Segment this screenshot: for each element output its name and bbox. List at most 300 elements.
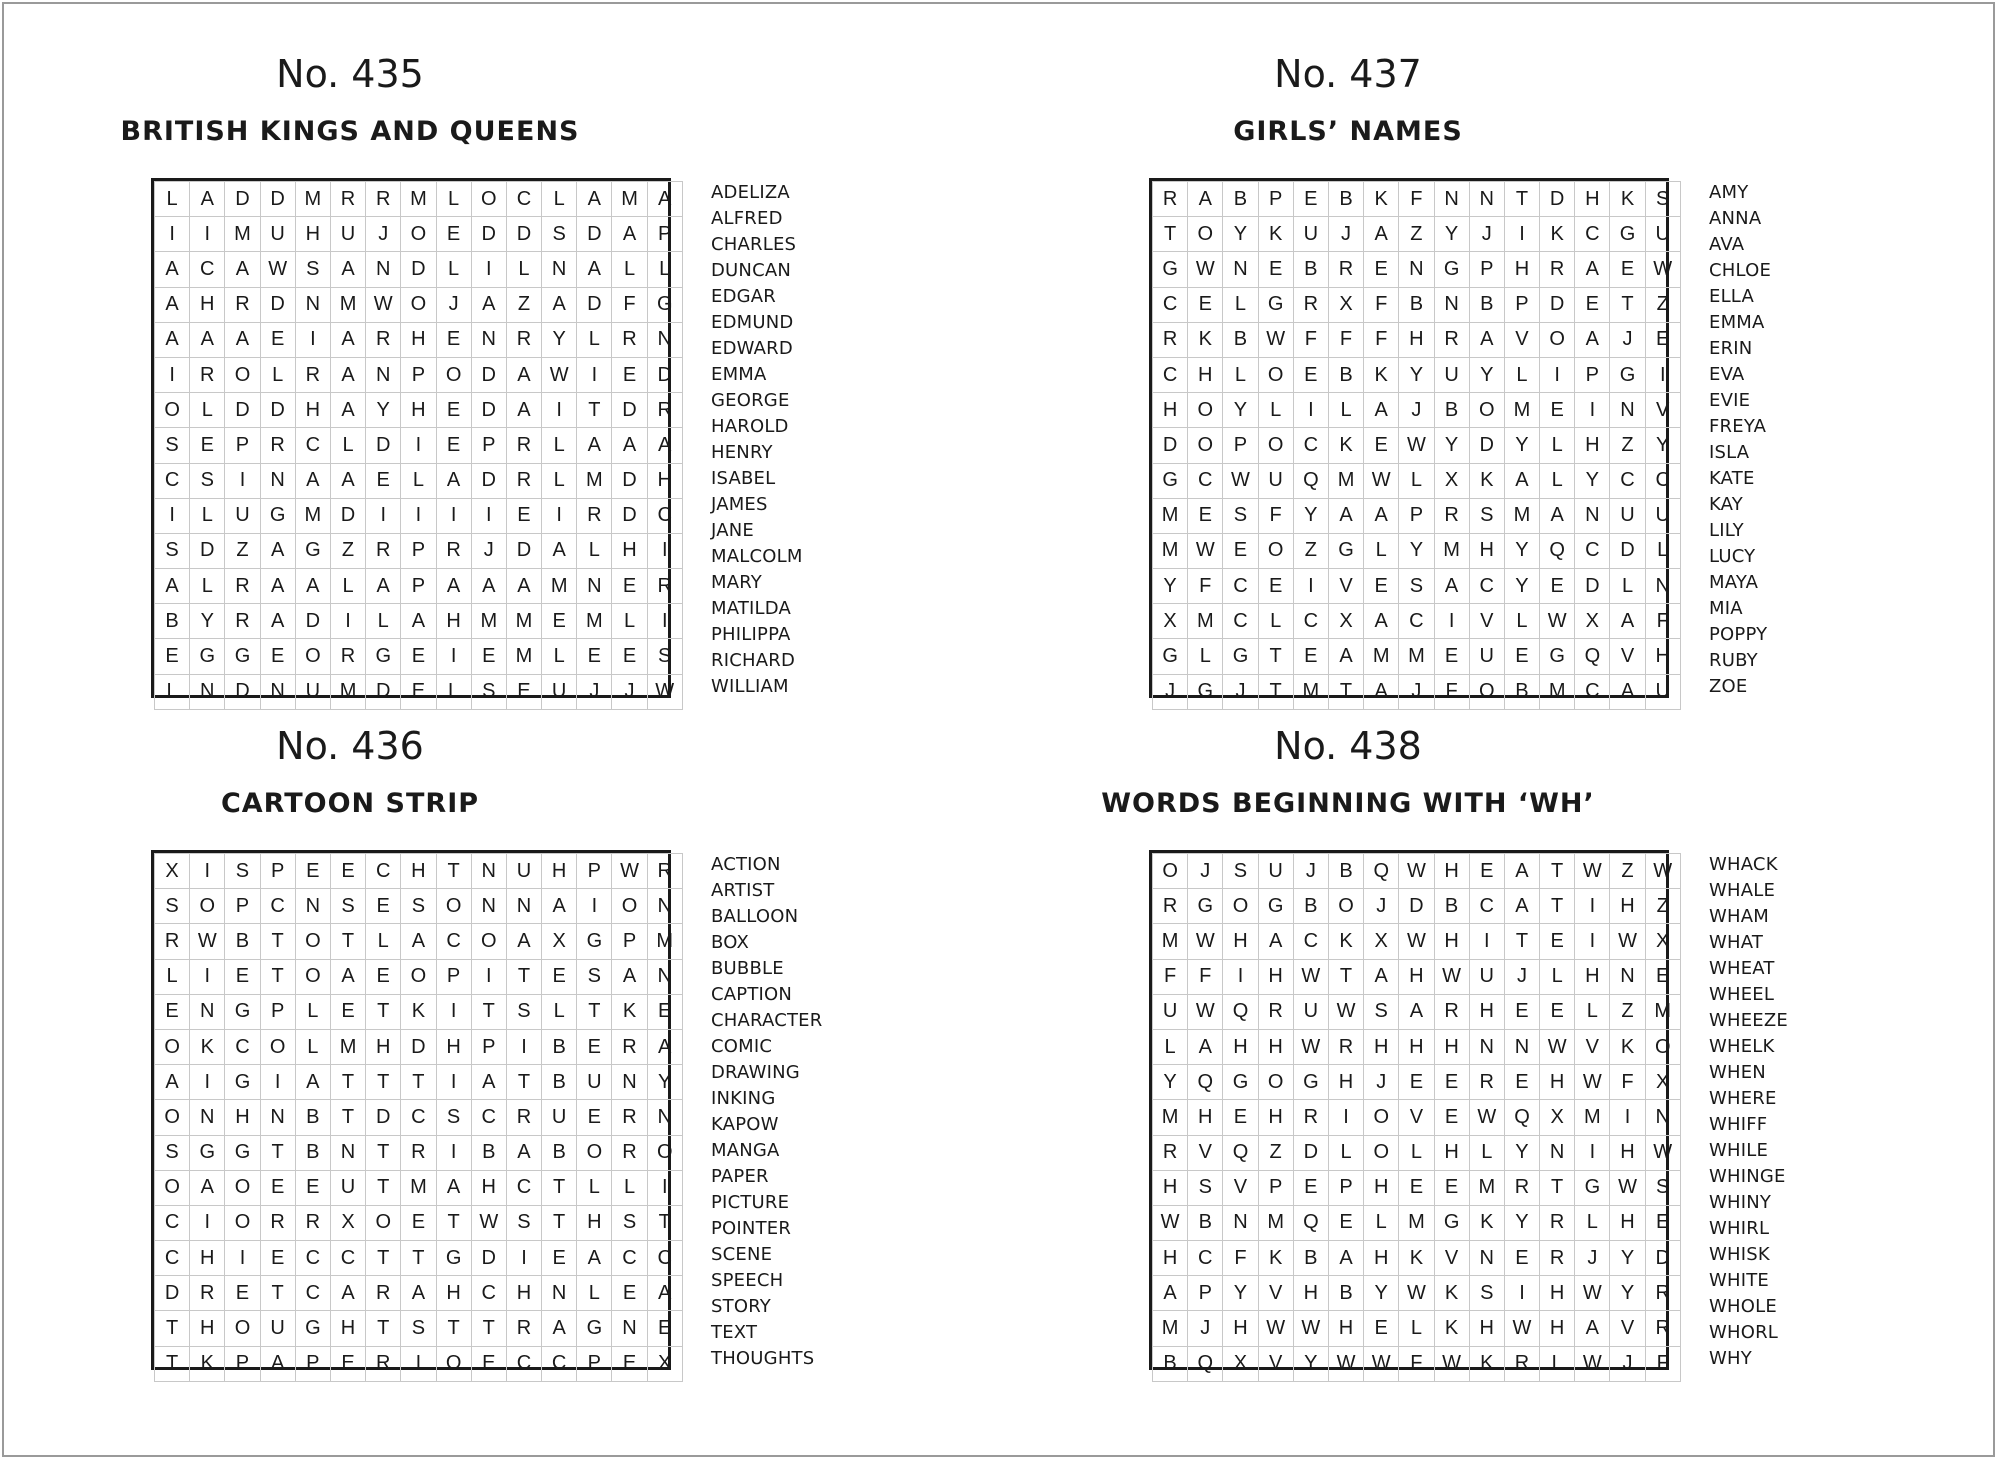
- grid-cell[interactable]: N: [612, 1311, 647, 1346]
- grid-cell[interactable]: E: [1258, 569, 1293, 604]
- grid-cell[interactable]: O: [225, 1311, 260, 1346]
- grid-cell[interactable]: R: [1328, 252, 1363, 287]
- grid-cell[interactable]: C: [436, 924, 471, 959]
- grid-cell[interactable]: F: [1364, 287, 1399, 322]
- grid-cell[interactable]: E: [1434, 1065, 1469, 1100]
- grid-cell[interactable]: R: [1434, 994, 1469, 1029]
- grid-cell[interactable]: T: [401, 1065, 436, 1100]
- grid-cell[interactable]: M: [577, 604, 612, 639]
- grid-cell[interactable]: B: [1153, 1346, 1188, 1381]
- grid-cell[interactable]: S: [471, 674, 506, 709]
- grid-cell[interactable]: P: [401, 357, 436, 392]
- grid-cell[interactable]: S: [577, 959, 612, 994]
- grid-cell[interactable]: R: [330, 182, 365, 217]
- grid-cell[interactable]: J: [1188, 854, 1223, 889]
- grid-cell[interactable]: O: [1328, 889, 1363, 924]
- grid-cell[interactable]: H: [295, 393, 330, 428]
- grid-cell[interactable]: T: [506, 1065, 541, 1100]
- grid-cell[interactable]: A: [1328, 1241, 1363, 1276]
- grid-cell[interactable]: E: [260, 322, 295, 357]
- grid-cell[interactable]: H: [1575, 428, 1610, 463]
- grid-cell[interactable]: E: [647, 1311, 682, 1346]
- grid-cell[interactable]: O: [295, 959, 330, 994]
- grid-cell[interactable]: Z: [1610, 994, 1645, 1029]
- grid-cell[interactable]: M: [401, 182, 436, 217]
- grid-cell[interactable]: L: [1504, 604, 1539, 639]
- grid-cell[interactable]: G: [577, 1311, 612, 1346]
- grid-cell[interactable]: E: [471, 1346, 506, 1381]
- grid-cell[interactable]: K: [612, 994, 647, 1029]
- grid-cell[interactable]: K: [1188, 322, 1223, 357]
- grid-cell[interactable]: P: [260, 854, 295, 889]
- grid-cell[interactable]: W: [1258, 322, 1293, 357]
- grid-cell[interactable]: N: [1469, 182, 1504, 217]
- grid-cell[interactable]: G: [577, 924, 612, 959]
- grid-cell[interactable]: K: [1364, 357, 1399, 392]
- grid-cell[interactable]: K: [1610, 182, 1645, 217]
- grid-cell[interactable]: I: [1610, 1100, 1645, 1135]
- grid-cell[interactable]: I: [1575, 1135, 1610, 1170]
- grid-cell[interactable]: N: [366, 357, 401, 392]
- grid-cell[interactable]: E: [612, 569, 647, 604]
- grid-cell[interactable]: I: [647, 1170, 682, 1205]
- grid-cell[interactable]: U: [577, 1065, 612, 1100]
- grid-cell[interactable]: U: [295, 674, 330, 709]
- grid-cell[interactable]: E: [1645, 322, 1680, 357]
- grid-cell[interactable]: R: [295, 357, 330, 392]
- grid-cell[interactable]: A: [225, 322, 260, 357]
- grid-cell[interactable]: L: [260, 357, 295, 392]
- grid-cell[interactable]: E: [1540, 393, 1575, 428]
- grid-cell[interactable]: T: [260, 1135, 295, 1170]
- grid-cell[interactable]: E: [1504, 1241, 1539, 1276]
- grid-cell[interactable]: W: [1399, 428, 1434, 463]
- grid-cell[interactable]: C: [506, 1346, 541, 1381]
- grid-cell[interactable]: U: [330, 217, 365, 252]
- grid-cell[interactable]: M: [330, 674, 365, 709]
- grid-cell[interactable]: H: [295, 217, 330, 252]
- grid-cell[interactable]: H: [1223, 924, 1258, 959]
- grid-cell[interactable]: T: [1504, 182, 1539, 217]
- grid-cell[interactable]: R: [1504, 1170, 1539, 1205]
- grid-cell[interactable]: M: [1434, 533, 1469, 568]
- grid-cell[interactable]: P: [1504, 287, 1539, 322]
- grid-cell[interactable]: D: [295, 604, 330, 639]
- grid-cell[interactable]: N: [471, 854, 506, 889]
- grid-cell[interactable]: A: [190, 322, 225, 357]
- grid-cell[interactable]: A: [155, 322, 190, 357]
- grid-cell[interactable]: D: [1575, 569, 1610, 604]
- grid-cell[interactable]: E: [1293, 357, 1328, 392]
- grid-cell[interactable]: W: [1223, 463, 1258, 498]
- grid-cell[interactable]: R: [1434, 322, 1469, 357]
- grid-cell[interactable]: R: [612, 1100, 647, 1135]
- grid-cell[interactable]: L: [577, 1276, 612, 1311]
- grid-cell[interactable]: E: [1610, 252, 1645, 287]
- grid-cell[interactable]: F: [1153, 959, 1188, 994]
- grid-cell[interactable]: L: [295, 1029, 330, 1064]
- grid-cell[interactable]: N: [1504, 1029, 1539, 1064]
- grid-cell[interactable]: I: [260, 1065, 295, 1100]
- grid-cell[interactable]: K: [1469, 1346, 1504, 1381]
- grid-cell[interactable]: O: [1364, 1135, 1399, 1170]
- grid-cell[interactable]: A: [330, 959, 365, 994]
- grid-cell[interactable]: S: [506, 994, 541, 1029]
- grid-cell[interactable]: L: [366, 924, 401, 959]
- grid-cell[interactable]: R: [1540, 1241, 1575, 1276]
- grid-cell[interactable]: A: [542, 533, 577, 568]
- grid-cell[interactable]: L: [1258, 604, 1293, 639]
- grid-cell[interactable]: R: [1645, 1311, 1680, 1346]
- grid-cell[interactable]: X: [1223, 1346, 1258, 1381]
- grid-cell[interactable]: S: [1364, 994, 1399, 1029]
- grid-cell[interactable]: V: [1610, 1311, 1645, 1346]
- grid-cell[interactable]: B: [1188, 1205, 1223, 1240]
- grid-cell[interactable]: L: [155, 674, 190, 709]
- grid-cell[interactable]: E: [1504, 994, 1539, 1029]
- grid-cell[interactable]: C: [471, 1276, 506, 1311]
- grid-cell[interactable]: U: [260, 1311, 295, 1346]
- grid-cell[interactable]: R: [260, 1205, 295, 1240]
- grid-cell[interactable]: F: [1364, 322, 1399, 357]
- grid-cell[interactable]: A: [1258, 924, 1293, 959]
- grid-cell[interactable]: W: [1575, 854, 1610, 889]
- grid-cell[interactable]: C: [1575, 217, 1610, 252]
- grid-cell[interactable]: I: [401, 498, 436, 533]
- grid-cell[interactable]: P: [1328, 1170, 1363, 1205]
- grid-cell[interactable]: A: [1575, 322, 1610, 357]
- grid-cell[interactable]: N: [1223, 1205, 1258, 1240]
- grid-cell[interactable]: J: [1293, 854, 1328, 889]
- grid-cell[interactable]: L: [1645, 533, 1680, 568]
- grid-cell[interactable]: C: [506, 1170, 541, 1205]
- grid-cell[interactable]: A: [1469, 322, 1504, 357]
- grid-cell[interactable]: H: [1434, 924, 1469, 959]
- grid-cell[interactable]: C: [295, 1276, 330, 1311]
- grid-cell[interactable]: Y: [1364, 1276, 1399, 1311]
- grid-cell[interactable]: U: [1434, 357, 1469, 392]
- grid-cell[interactable]: I: [436, 639, 471, 674]
- grid-cell[interactable]: E: [1258, 252, 1293, 287]
- grid-cell[interactable]: E: [401, 639, 436, 674]
- grid-cell[interactable]: J: [1328, 217, 1363, 252]
- grid-cell[interactable]: A: [1328, 498, 1363, 533]
- grid-cell[interactable]: X: [1153, 604, 1188, 639]
- grid-cell[interactable]: D: [260, 287, 295, 322]
- grid-cell[interactable]: N: [506, 889, 541, 924]
- grid-cell[interactable]: Y: [1504, 428, 1539, 463]
- grid-cell[interactable]: W: [1575, 1346, 1610, 1381]
- grid-cell[interactable]: H: [1540, 1311, 1575, 1346]
- grid-cell[interactable]: M: [506, 639, 541, 674]
- grid-cell[interactable]: E: [1540, 924, 1575, 959]
- grid-cell[interactable]: A: [577, 1241, 612, 1276]
- grid-cell[interactable]: W: [1364, 1346, 1399, 1381]
- grid-cell[interactable]: B: [1434, 889, 1469, 924]
- grid-cell[interactable]: H: [1575, 182, 1610, 217]
- grid-cell[interactable]: H: [1575, 959, 1610, 994]
- grid-cell[interactable]: A: [506, 1135, 541, 1170]
- grid-cell[interactable]: T: [1610, 287, 1645, 322]
- grid-cell[interactable]: E: [1364, 569, 1399, 604]
- grid-cell[interactable]: R: [612, 1029, 647, 1064]
- grid-cell[interactable]: Q: [1540, 533, 1575, 568]
- grid-cell[interactable]: P: [1188, 1276, 1223, 1311]
- grid-cell[interactable]: A: [647, 1276, 682, 1311]
- grid-cell[interactable]: W: [1399, 854, 1434, 889]
- grid-cell[interactable]: R: [295, 1205, 330, 1240]
- grid-cell[interactable]: T: [366, 1241, 401, 1276]
- grid-cell[interactable]: H: [1153, 1170, 1188, 1205]
- grid-cell[interactable]: W: [1188, 994, 1223, 1029]
- grid-cell[interactable]: H: [577, 1205, 612, 1240]
- grid-cell[interactable]: I: [155, 357, 190, 392]
- grid-cell[interactable]: E: [295, 854, 330, 889]
- grid-cell[interactable]: O: [1188, 428, 1223, 463]
- grid-cell[interactable]: H: [1153, 1241, 1188, 1276]
- grid-cell[interactable]: W: [542, 357, 577, 392]
- grid-cell[interactable]: H: [1258, 1100, 1293, 1135]
- grid-cell[interactable]: T: [366, 1170, 401, 1205]
- grid-cell[interactable]: N: [1469, 1241, 1504, 1276]
- grid-cell[interactable]: O: [647, 1135, 682, 1170]
- grid-cell[interactable]: R: [506, 322, 541, 357]
- grid-cell[interactable]: O: [1540, 322, 1575, 357]
- grid-cell[interactable]: E: [295, 1170, 330, 1205]
- grid-cell[interactable]: E: [612, 639, 647, 674]
- grid-cell[interactable]: Q: [1293, 463, 1328, 498]
- grid-cell[interactable]: C: [1223, 604, 1258, 639]
- grid-cell[interactable]: D: [471, 393, 506, 428]
- grid-cell[interactable]: G: [260, 498, 295, 533]
- grid-cell[interactable]: I: [1575, 889, 1610, 924]
- grid-cell[interactable]: M: [1364, 639, 1399, 674]
- grid-cell[interactable]: C: [647, 498, 682, 533]
- grid-cell[interactable]: E: [506, 674, 541, 709]
- grid-cell[interactable]: K: [401, 994, 436, 1029]
- grid-cell[interactable]: L: [1223, 287, 1258, 322]
- grid-cell[interactable]: S: [1469, 1276, 1504, 1311]
- grid-cell[interactable]: H: [1469, 994, 1504, 1029]
- grid-cell[interactable]: R: [647, 854, 682, 889]
- grid-cell[interactable]: E: [155, 639, 190, 674]
- grid-cell[interactable]: T: [1258, 639, 1293, 674]
- grid-cell[interactable]: L: [1469, 1135, 1504, 1170]
- grid-cell[interactable]: Q: [1223, 1135, 1258, 1170]
- grid-cell[interactable]: A: [366, 569, 401, 604]
- grid-cell[interactable]: Q: [1364, 854, 1399, 889]
- grid-cell[interactable]: T: [436, 854, 471, 889]
- grid-cell[interactable]: R: [1540, 1205, 1575, 1240]
- grid-cell[interactable]: A: [542, 889, 577, 924]
- grid-cell[interactable]: J: [1469, 217, 1504, 252]
- grid-cell[interactable]: T: [471, 994, 506, 1029]
- grid-cell[interactable]: N: [1610, 393, 1645, 428]
- grid-cell[interactable]: L: [542, 639, 577, 674]
- grid-cell[interactable]: G: [1153, 252, 1188, 287]
- grid-cell[interactable]: N: [1645, 569, 1680, 604]
- grid-cell[interactable]: L: [1575, 1205, 1610, 1240]
- grid-cell[interactable]: S: [1223, 498, 1258, 533]
- grid-cell[interactable]: N: [260, 1100, 295, 1135]
- grid-cell[interactable]: C: [295, 428, 330, 463]
- grid-cell[interactable]: P: [225, 1346, 260, 1381]
- grid-cell[interactable]: Y: [1434, 217, 1469, 252]
- grid-cell[interactable]: W: [471, 1205, 506, 1240]
- grid-cell[interactable]: G: [295, 1311, 330, 1346]
- grid-cell[interactable]: I: [647, 604, 682, 639]
- grid-cell[interactable]: C: [1153, 357, 1188, 392]
- grid-cell[interactable]: R: [506, 463, 541, 498]
- grid-cell[interactable]: N: [260, 674, 295, 709]
- grid-cell[interactable]: O: [155, 393, 190, 428]
- grid-cell[interactable]: P: [260, 994, 295, 1029]
- grid-cell[interactable]: E: [436, 217, 471, 252]
- grid-cell[interactable]: C: [155, 463, 190, 498]
- grid-cell[interactable]: C: [1399, 604, 1434, 639]
- grid-cell[interactable]: R: [366, 1346, 401, 1381]
- grid-cell[interactable]: G: [436, 1241, 471, 1276]
- grid-cell[interactable]: R: [1540, 252, 1575, 287]
- grid-cell[interactable]: N: [1223, 252, 1258, 287]
- grid-cell[interactable]: P: [471, 1029, 506, 1064]
- grid-cell[interactable]: K: [1399, 1241, 1434, 1276]
- grid-cell[interactable]: K: [1258, 1241, 1293, 1276]
- grid-cell[interactable]: G: [1540, 639, 1575, 674]
- grid-cell[interactable]: E: [401, 674, 436, 709]
- grid-cell[interactable]: C: [542, 1346, 577, 1381]
- grid-cell[interactable]: F: [1258, 498, 1293, 533]
- grid-cell[interactable]: E: [1645, 1205, 1680, 1240]
- grid-cell[interactable]: H: [190, 1311, 225, 1346]
- grid-cell[interactable]: C: [647, 1241, 682, 1276]
- grid-cell[interactable]: P: [1258, 1170, 1293, 1205]
- grid-cell[interactable]: L: [1399, 463, 1434, 498]
- grid-cell[interactable]: R: [366, 1276, 401, 1311]
- grid-cell[interactable]: D: [366, 428, 401, 463]
- grid-cell[interactable]: O: [436, 889, 471, 924]
- grid-cell[interactable]: L: [1364, 533, 1399, 568]
- grid-cell[interactable]: A: [506, 393, 541, 428]
- grid-cell[interactable]: L: [295, 994, 330, 1029]
- grid-cell[interactable]: R: [1153, 322, 1188, 357]
- grid-cell[interactable]: Z: [1258, 1135, 1293, 1170]
- grid-cell[interactable]: G: [647, 287, 682, 322]
- grid-cell[interactable]: G: [1153, 463, 1188, 498]
- grid-cell[interactable]: K: [1469, 1205, 1504, 1240]
- grid-cell[interactable]: A: [436, 463, 471, 498]
- grid-cell[interactable]: N: [542, 252, 577, 287]
- grid-cell[interactable]: T: [260, 959, 295, 994]
- grid-cell[interactable]: D: [401, 252, 436, 287]
- grid-cell[interactable]: B: [471, 1135, 506, 1170]
- grid-cell[interactable]: A: [155, 569, 190, 604]
- grid-cell[interactable]: S: [225, 854, 260, 889]
- grid-cell[interactable]: M: [330, 287, 365, 322]
- grid-cell[interactable]: B: [225, 924, 260, 959]
- grid-cell[interactable]: N: [577, 569, 612, 604]
- grid-cell[interactable]: I: [1293, 393, 1328, 428]
- grid-cell[interactable]: E: [612, 357, 647, 392]
- grid-cell[interactable]: W: [366, 287, 401, 322]
- grid-cell[interactable]: A: [260, 604, 295, 639]
- grid-cell[interactable]: M: [295, 182, 330, 217]
- grid-cell[interactable]: A: [330, 1276, 365, 1311]
- grid-cell[interactable]: J: [1188, 1311, 1223, 1346]
- grid-cell[interactable]: B: [155, 604, 190, 639]
- grid-cell[interactable]: S: [401, 889, 436, 924]
- grid-cell[interactable]: C: [1575, 533, 1610, 568]
- grid-cell[interactable]: N: [471, 889, 506, 924]
- grid-cell[interactable]: P: [1469, 252, 1504, 287]
- grid-cell[interactable]: E: [1434, 1170, 1469, 1205]
- grid-cell[interactable]: I: [1575, 924, 1610, 959]
- grid-cell[interactable]: L: [190, 498, 225, 533]
- grid-cell[interactable]: H: [1610, 889, 1645, 924]
- grid-cell[interactable]: W: [1293, 1029, 1328, 1064]
- grid-cell[interactable]: A: [1364, 674, 1399, 709]
- grid-cell[interactable]: L: [542, 463, 577, 498]
- grid-cell[interactable]: X: [1645, 924, 1680, 959]
- grid-cell[interactable]: L: [577, 533, 612, 568]
- grid-cell[interactable]: D: [260, 393, 295, 428]
- grid-cell[interactable]: Y: [1610, 1241, 1645, 1276]
- grid-cell[interactable]: U: [225, 498, 260, 533]
- grid-cell[interactable]: J: [366, 217, 401, 252]
- grid-cell[interactable]: N: [190, 674, 225, 709]
- grid-cell[interactable]: T: [1258, 674, 1293, 709]
- grid-cell[interactable]: R: [1504, 1346, 1539, 1381]
- grid-cell[interactable]: L: [1540, 1346, 1575, 1381]
- grid-cell[interactable]: E: [330, 1346, 365, 1381]
- grid-cell[interactable]: E: [1504, 639, 1539, 674]
- grid-cell[interactable]: O: [436, 1346, 471, 1381]
- grid-cell[interactable]: N: [366, 252, 401, 287]
- grid-cell[interactable]: A: [260, 569, 295, 604]
- grid-cell[interactable]: B: [1223, 322, 1258, 357]
- grid-cell[interactable]: G: [225, 1135, 260, 1170]
- grid-cell[interactable]: I: [190, 1205, 225, 1240]
- grid-cell[interactable]: V: [1399, 1100, 1434, 1135]
- grid-cell[interactable]: J: [1610, 322, 1645, 357]
- grid-cell[interactable]: S: [1469, 498, 1504, 533]
- grid-cell[interactable]: V: [1645, 393, 1680, 428]
- grid-cell[interactable]: A: [506, 357, 541, 392]
- grid-cell[interactable]: O: [1258, 357, 1293, 392]
- grid-cell[interactable]: S: [1645, 182, 1680, 217]
- grid-cell[interactable]: A: [155, 252, 190, 287]
- grid-cell[interactable]: W: [1153, 1205, 1188, 1240]
- grid-cell[interactable]: D: [506, 533, 541, 568]
- grid-cell[interactable]: H: [1399, 959, 1434, 994]
- grid-cell[interactable]: L: [542, 182, 577, 217]
- grid-cell[interactable]: R: [225, 287, 260, 322]
- grid-cell[interactable]: O: [1469, 393, 1504, 428]
- grid-cell[interactable]: N: [647, 889, 682, 924]
- grid-cell[interactable]: R: [1328, 1029, 1363, 1064]
- grid-cell[interactable]: N: [1469, 1029, 1504, 1064]
- grid-cell[interactable]: Y: [1223, 217, 1258, 252]
- grid-cell[interactable]: E: [436, 428, 471, 463]
- grid-cell[interactable]: R: [1645, 1276, 1680, 1311]
- grid-cell[interactable]: I: [1328, 1100, 1363, 1135]
- grid-cell[interactable]: M: [577, 463, 612, 498]
- grid-cell[interactable]: K: [190, 1346, 225, 1381]
- grid-cell[interactable]: A: [190, 182, 225, 217]
- grid-cell[interactable]: H: [436, 1029, 471, 1064]
- grid-cell[interactable]: U: [1469, 959, 1504, 994]
- grid-cell[interactable]: U: [1645, 217, 1680, 252]
